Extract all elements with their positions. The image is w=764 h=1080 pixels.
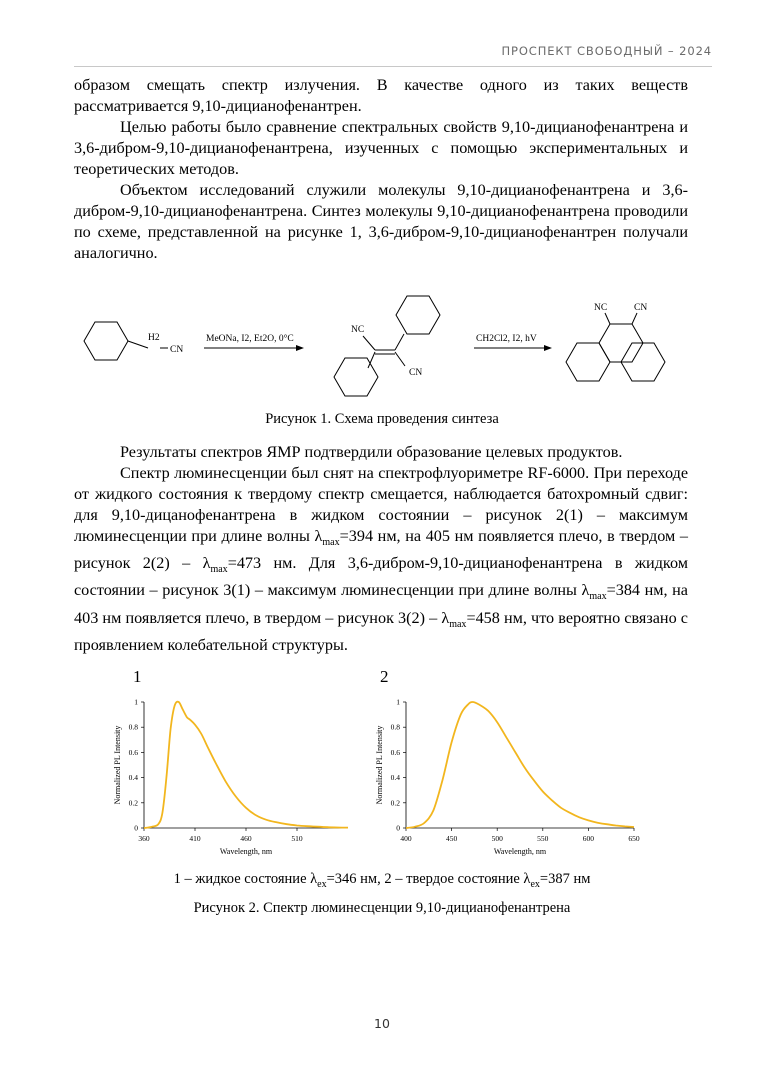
x-tick-label: 600	[582, 834, 595, 843]
y-tick-label: 0.4	[128, 773, 138, 783]
plot-label-1: 1	[133, 667, 142, 686]
reagents-step1: MeONa, I2, Et2O, 0°C	[206, 334, 294, 344]
x-axis-label: Wavelength, nm	[219, 847, 273, 856]
figure2-caption: Рисунок 2. Спектр люминесценции 9,10-дицианофенантрена	[193, 900, 571, 916]
synthesis-scheme	[74, 282, 694, 402]
figure2-subcaption: 1 – жидкое состояние $\lambda_{ex}=346$ нм, 2 – твердое состояние $\lambda_{ex}=387$ нм	[173, 871, 591, 890]
reagents-step2: CH2Cl2, I2, hV	[476, 334, 537, 344]
x-tick-label: 500	[491, 834, 503, 843]
body-text-top	[74, 75, 688, 264]
y-axis-label: Normalized PL Intensity	[113, 725, 122, 805]
h2-label: H2	[148, 333, 160, 343]
body-text-results	[74, 442, 688, 656]
series-line	[144, 702, 348, 828]
paragraph-nmr: Результаты спектров ЯМР подтвердили образование целевых продуктов.	[120, 443, 623, 461]
nc-label-stilbene: NC	[351, 325, 365, 335]
x-tick-label: 510	[291, 834, 303, 843]
spectrum-plot-solid	[372, 690, 642, 865]
cn-label-1: CN	[170, 345, 184, 355]
nc-label-phen: NC	[594, 303, 608, 313]
y-tick-label: 1	[396, 697, 400, 707]
y-tick-label: 0.4	[390, 773, 400, 783]
y-tick-label: 0.8	[390, 722, 400, 732]
x-tick-label: 550	[537, 834, 549, 843]
paragraph-continuation: образом смещать спектр излучения. В качестве одного из таких веществ рассматривается 9,10-дицианофенантрен.	[74, 76, 688, 115]
series-line	[406, 702, 634, 828]
y-axis-label: Normalized PL Intensity	[375, 725, 384, 805]
x-tick-label: 450	[445, 834, 458, 843]
cn-label-phen: CN	[634, 303, 648, 313]
header-rule	[74, 66, 712, 67]
x-tick-label: 460	[240, 834, 252, 843]
figure1-caption: Рисунок 1. Схема проведения синтеза	[265, 411, 499, 427]
x-tick-label: 410	[189, 834, 201, 843]
paragraph-object: Объектом исследований служили молекулы 9,10-дицианофенантрена и 3,6-дибром-9,10-дицианофенантрена. Синтез молекулы 9,10-дицианофенантрена проводили по схеме, представленной на рисунке 1, 3,6-дибром-9,10-дицианофенантрен получали аналогично.	[74, 181, 688, 262]
spectrum-plot-liquid	[110, 690, 360, 865]
y-tick-label: 0.6	[128, 747, 138, 757]
x-tick-label: 360	[138, 834, 150, 843]
x-tick-label: 650	[628, 834, 640, 843]
y-tick-label: 0.8	[128, 722, 138, 732]
benzene-ring-2	[396, 296, 440, 334]
page-number: 10	[374, 1016, 390, 1031]
benzene-ring-3	[334, 358, 378, 396]
y-tick-label: 0	[134, 823, 138, 833]
plot-label-2: 2	[380, 667, 389, 686]
y-tick-label: 0.2	[390, 798, 400, 808]
running-header: ПРОСПЕКТ СВОБОДНЫЙ – 2024	[501, 44, 712, 58]
cn-label-stilbene: CN	[409, 368, 423, 378]
y-tick-label: 0.2	[128, 798, 138, 808]
y-tick-label: 0	[396, 823, 400, 833]
paragraph-luminescence: Спектр люминесценции был снят на спектрофлуориметре RF-6000. При переходе от жидкого состояния к твердому спектр смещается, наблюдается батохромный сдвиг: для 9,10-дицанофенантрена в жидком состоянии – рисунок 2(1) – максимум люминесценции при длине волны $\lambda_{max}=394$ нм, на 405 нм появляется плечо, в твердом – рисунок $2(2) - \lambda_{max}=473$ нм. Для 3,6-дибром-9,10-дицианофенантрена в жидком состоянии – рисунок 3(1) – максимум люминесценции при длине волны $\lambda_{max}=384$ нм, на 403 нм появляется плечо, в твердом – рисунок $3(2) - \lambda_{max}=458$ нм, что вероятно связано с проявлением колебательной структуры.	[74, 464, 689, 654]
x-axis-label: Wavelength, nm	[493, 847, 547, 856]
phenanthrene-ring-left	[566, 343, 610, 381]
paragraph-goal: Целью работы было сравнение спектральных свойств 9,10-дицианофенантрена и 3,6-дибром-9,10-дицианофенантрена, изученных с помощью экспериментальных и теоретических методов.	[74, 118, 688, 178]
y-tick-label: 0.6	[390, 747, 400, 757]
x-tick-label: 400	[400, 834, 412, 843]
y-tick-label: 1	[134, 697, 138, 707]
benzene-ring-1	[84, 322, 128, 360]
